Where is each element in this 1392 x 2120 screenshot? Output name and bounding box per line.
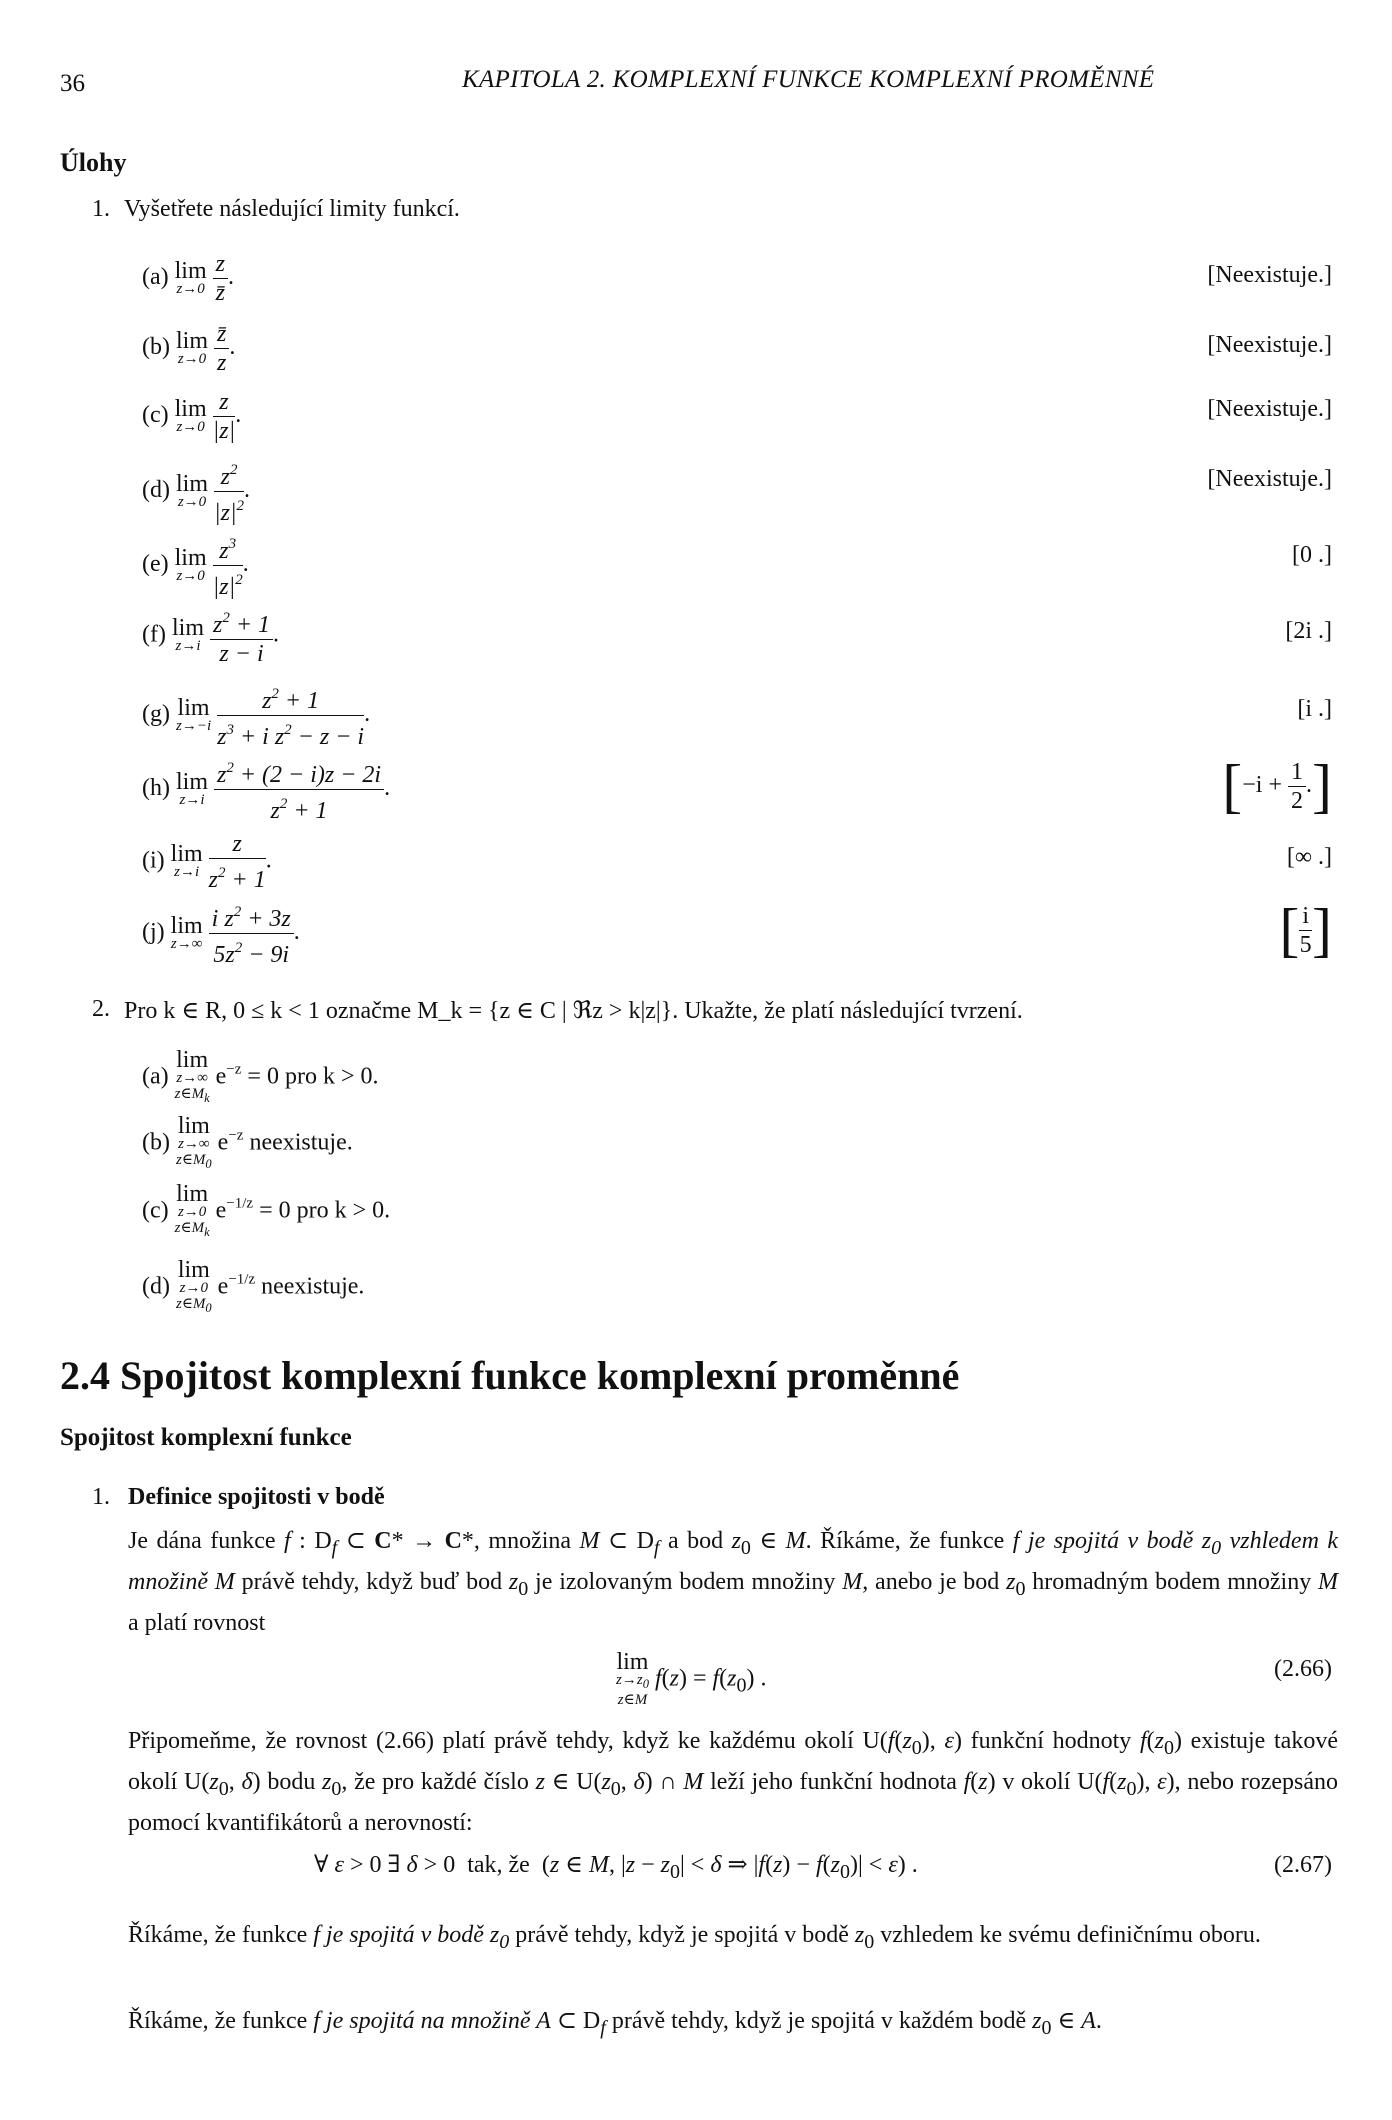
limit-item-f: (f) lim z→i $\frac{z^2 + 1}{z - i}$ . xyxy=(142,604,279,668)
equation-number-2-66: (2.66) xyxy=(1274,1656,1332,1682)
definition-number: 1. xyxy=(92,1484,110,1510)
answer-h: [−i + $\frac{1}{2}$ .] xyxy=(1222,753,1332,819)
lim-operator: lim z→0 $z\in M_k$ xyxy=(174,1181,210,1239)
fraction: $\frac{z^3}{|z|^2}$ xyxy=(213,530,243,601)
fraction: $\frac{i z^2 + 3z}{5z^2 - 9i}$ xyxy=(209,898,294,969)
lim-operator: lim z→−i xyxy=(175,694,212,734)
answer-f: [2i .] xyxy=(1285,618,1332,644)
item-label: (h) xyxy=(142,775,170,802)
item-label: (e) xyxy=(142,551,169,578)
tasks-heading: Úlohy xyxy=(60,148,127,177)
answer-b: [Neexistuje.] xyxy=(1207,332,1332,358)
answer-j: [ $\frac{i}{5}$ ] xyxy=(1279,897,1332,963)
fraction: $\frac{z}{z^2 + 1}$ xyxy=(208,831,266,893)
definition-title: Definice spojitosti v bodě xyxy=(128,1484,385,1510)
continuity-at-point-paragraph: Říkáme, že funkce f je spojitá v bodě $z_0$ právě tehdy, když je spojitá v bodě $z_0$ vzhledem ke svému definičnímu oboru. xyxy=(128,1922,1261,1953)
item-label: (a) xyxy=(142,264,169,291)
lim-operator: lim z→0 $z\in M_0$ xyxy=(175,1257,212,1315)
lim-operator: lim z→∞ $z\in M_0$ xyxy=(175,1113,212,1171)
item-label: (c) xyxy=(142,1197,169,1224)
lim-operator: lim z→0 xyxy=(174,395,207,435)
limit-item-h: (h) lim z→i $\frac{z^2 + (2 - i)z - 2i}{z^2 + 1}$ . xyxy=(142,754,390,825)
lim-operator: lim z→0 xyxy=(175,470,208,510)
item-label: (j) xyxy=(142,919,165,946)
limit-item-c: (c) lim z→0 $\frac{z}{|z|}$ . xyxy=(142,389,242,444)
limit-item-g: (g) lim z→−i $\frac{z^2 + 1}{z^3 + i z^2 - z - i}$ . xyxy=(142,680,370,751)
limit-item-d: (d) lim z→0 $\frac{z^2}{|z|^2}$ . xyxy=(142,456,250,527)
limit-item-e: (e) lim z→0 $\frac{z^3}{|z|^2}$ . xyxy=(142,530,249,601)
lim-operator: lim $z\to z_0$ z∈M xyxy=(616,1649,649,1708)
item-label: (d) xyxy=(142,1273,170,1300)
answer-d: [Neexistuje.] xyxy=(1207,466,1332,492)
answer-e: [0 .] xyxy=(1292,542,1332,568)
item-text: = 0 pro k > 0. xyxy=(247,1063,379,1090)
item-label: (b) xyxy=(142,334,170,361)
item-label: (b) xyxy=(142,1129,170,1156)
item-label: (i) xyxy=(142,847,165,874)
running-head: KAPITOLA 2. KOMPLEXNÍ FUNKCE KOMPLEXNÍ PROMĚNNÉ xyxy=(462,66,1155,93)
lim-operator: lim z→∞ xyxy=(170,912,203,952)
page-number: 36 xyxy=(60,70,85,97)
section-title: 2.4 Spojitost komplexní funkce komplexní proměnné xyxy=(60,1353,960,1398)
task2-item-d: (d) lim z→0 $z\in M_0$ $e^{-1/z}$ neexistuje. xyxy=(142,1257,365,1315)
task2-item-a: (a) lim z→∞ $z\in M_k$ $e^{-z} = 0$ pro k > 0. xyxy=(142,1047,379,1105)
limit-item-j: (j) lim z→∞ $\frac{i z^2 + 3z}{5z^2 - 9i}$ . xyxy=(142,898,300,969)
subsection-title: Spojitost komplexní funkce xyxy=(60,1424,352,1451)
task-2-number: 2. xyxy=(92,996,110,1022)
fraction: $\frac{z^2 + (2 - i)z - 2i}{z^2 + 1}$ xyxy=(214,754,384,825)
fraction: $\frac{z}{z̄}$ xyxy=(213,250,228,307)
task-2-text: Pro k ∈ R, 0 ≤ k < 1 označme M_k = {z ∈ C | ℜz > k|z|}. Ukažte, že platí následující tvrzení. xyxy=(124,998,1023,1024)
task-1-number: 1. xyxy=(92,196,110,222)
fraction: $\frac{z̄}{z}$ xyxy=(214,320,229,377)
limit-item-a: (a) lim z→0 $\frac{z}{z̄}$ . xyxy=(142,251,234,306)
fraction: $\frac{z^2 + 1}{z^3 + i z^2 - z - i}$ xyxy=(217,680,364,751)
item-label: (f) xyxy=(142,621,166,648)
lim-operator: lim z→0 xyxy=(175,327,208,367)
equation-2-67: ∀ ε > 0 ∃ δ > 0 tak, že (z ∈ M, $|z - z_0| < \delta$ ⇒ $|f(z) - f(z_0)| < \varepsilon$) . xyxy=(314,1852,918,1883)
task2-item-b: (b) lim z→∞ $z\in M_0$ $e^{-z}$ neexistuje. xyxy=(142,1113,353,1171)
answer-c: [Neexistuje.] xyxy=(1207,396,1332,422)
item-label: (g) xyxy=(142,701,170,728)
fraction: $\frac{z}{|z|}$ xyxy=(212,389,236,444)
item-text: neexistuje. xyxy=(261,1273,365,1300)
answer-g: [i .] xyxy=(1297,696,1332,722)
equation-2-66: lim $z\to z_0$ z∈M $f(z) = f(z_0)$ . xyxy=(616,1649,767,1708)
answer-i: [∞ .] xyxy=(1286,844,1332,870)
item-label: (d) xyxy=(142,477,170,504)
lim-operator: lim z→0 xyxy=(174,257,207,297)
item-label: (c) xyxy=(142,402,169,429)
reminder-paragraph: Připomeňme, že rovnost (2.66) platí právě tehdy, když ke každému okolí $U(f(z_0)$, ε) funkční hodnoty $f(z_0)$ existuje takové okolí $U(z_0$, δ) bodu $z_0$, že pro každé číslo z ∈ $U(z_0$, δ) ∩ M leží jeho funkční hodnota f(z) v okolí $U(f(z_0)$, ε), nebo rozepsáno pomocí kvantifikátorů a nerovností: xyxy=(128,1728,1339,1836)
limit-item-b: (b) lim z→0 $\frac{z̄}{z}$ . xyxy=(142,321,236,376)
equation-number-2-67: (2.67) xyxy=(1274,1852,1332,1878)
fraction: $\frac{z^2}{|z|^2}$ xyxy=(214,456,244,527)
continuity-on-set-paragraph: Říkáme, že funkce f je spojitá na množině A ⊂ $D_f$ právě tehdy, když je spojitá v každém bodě $z_0$ ∈ A. xyxy=(128,2008,1102,2039)
lim-operator: lim z→i xyxy=(175,768,208,808)
definition-paragraph: Je dána funkce f : $D_f$ ⊂ C* → C*, množina M ⊂ $D_f$ a bod $z_0$ ∈ M. Říkáme, že funkce f je spojitá v bodě $z_0$ vzhledem k množině M právě tehdy, když buď bod $z_0$ je izolovaným bodem množiny M, anebo je bod $z_0$ hromadným bodem množiny M a platí rovnost xyxy=(128,1528,1339,1636)
task2-item-c: (c) lim z→0 $z\in M_k$ $e^{-1/z} = 0$ pro k > 0. xyxy=(142,1181,391,1239)
limit-item-i: (i) lim z→i $\frac{z}{z^2 + 1}$ . xyxy=(142,831,272,893)
task-1-text: Vyšetřete následující limity funkcí. xyxy=(124,196,460,222)
lim-operator: lim z→∞ $z\in M_k$ xyxy=(174,1047,210,1105)
fraction: $\frac{z^2 + 1}{z - i}$ xyxy=(210,604,273,668)
item-text: neexistuje. xyxy=(249,1129,353,1156)
lim-operator: lim z→i xyxy=(170,841,203,880)
answer-a: [Neexistuje.] xyxy=(1207,262,1332,288)
item-text: = 0 pro k > 0. xyxy=(259,1197,391,1224)
lim-operator: lim z→i xyxy=(171,615,204,654)
lim-operator: lim z→0 xyxy=(174,544,207,584)
item-label: (a) xyxy=(142,1063,169,1090)
